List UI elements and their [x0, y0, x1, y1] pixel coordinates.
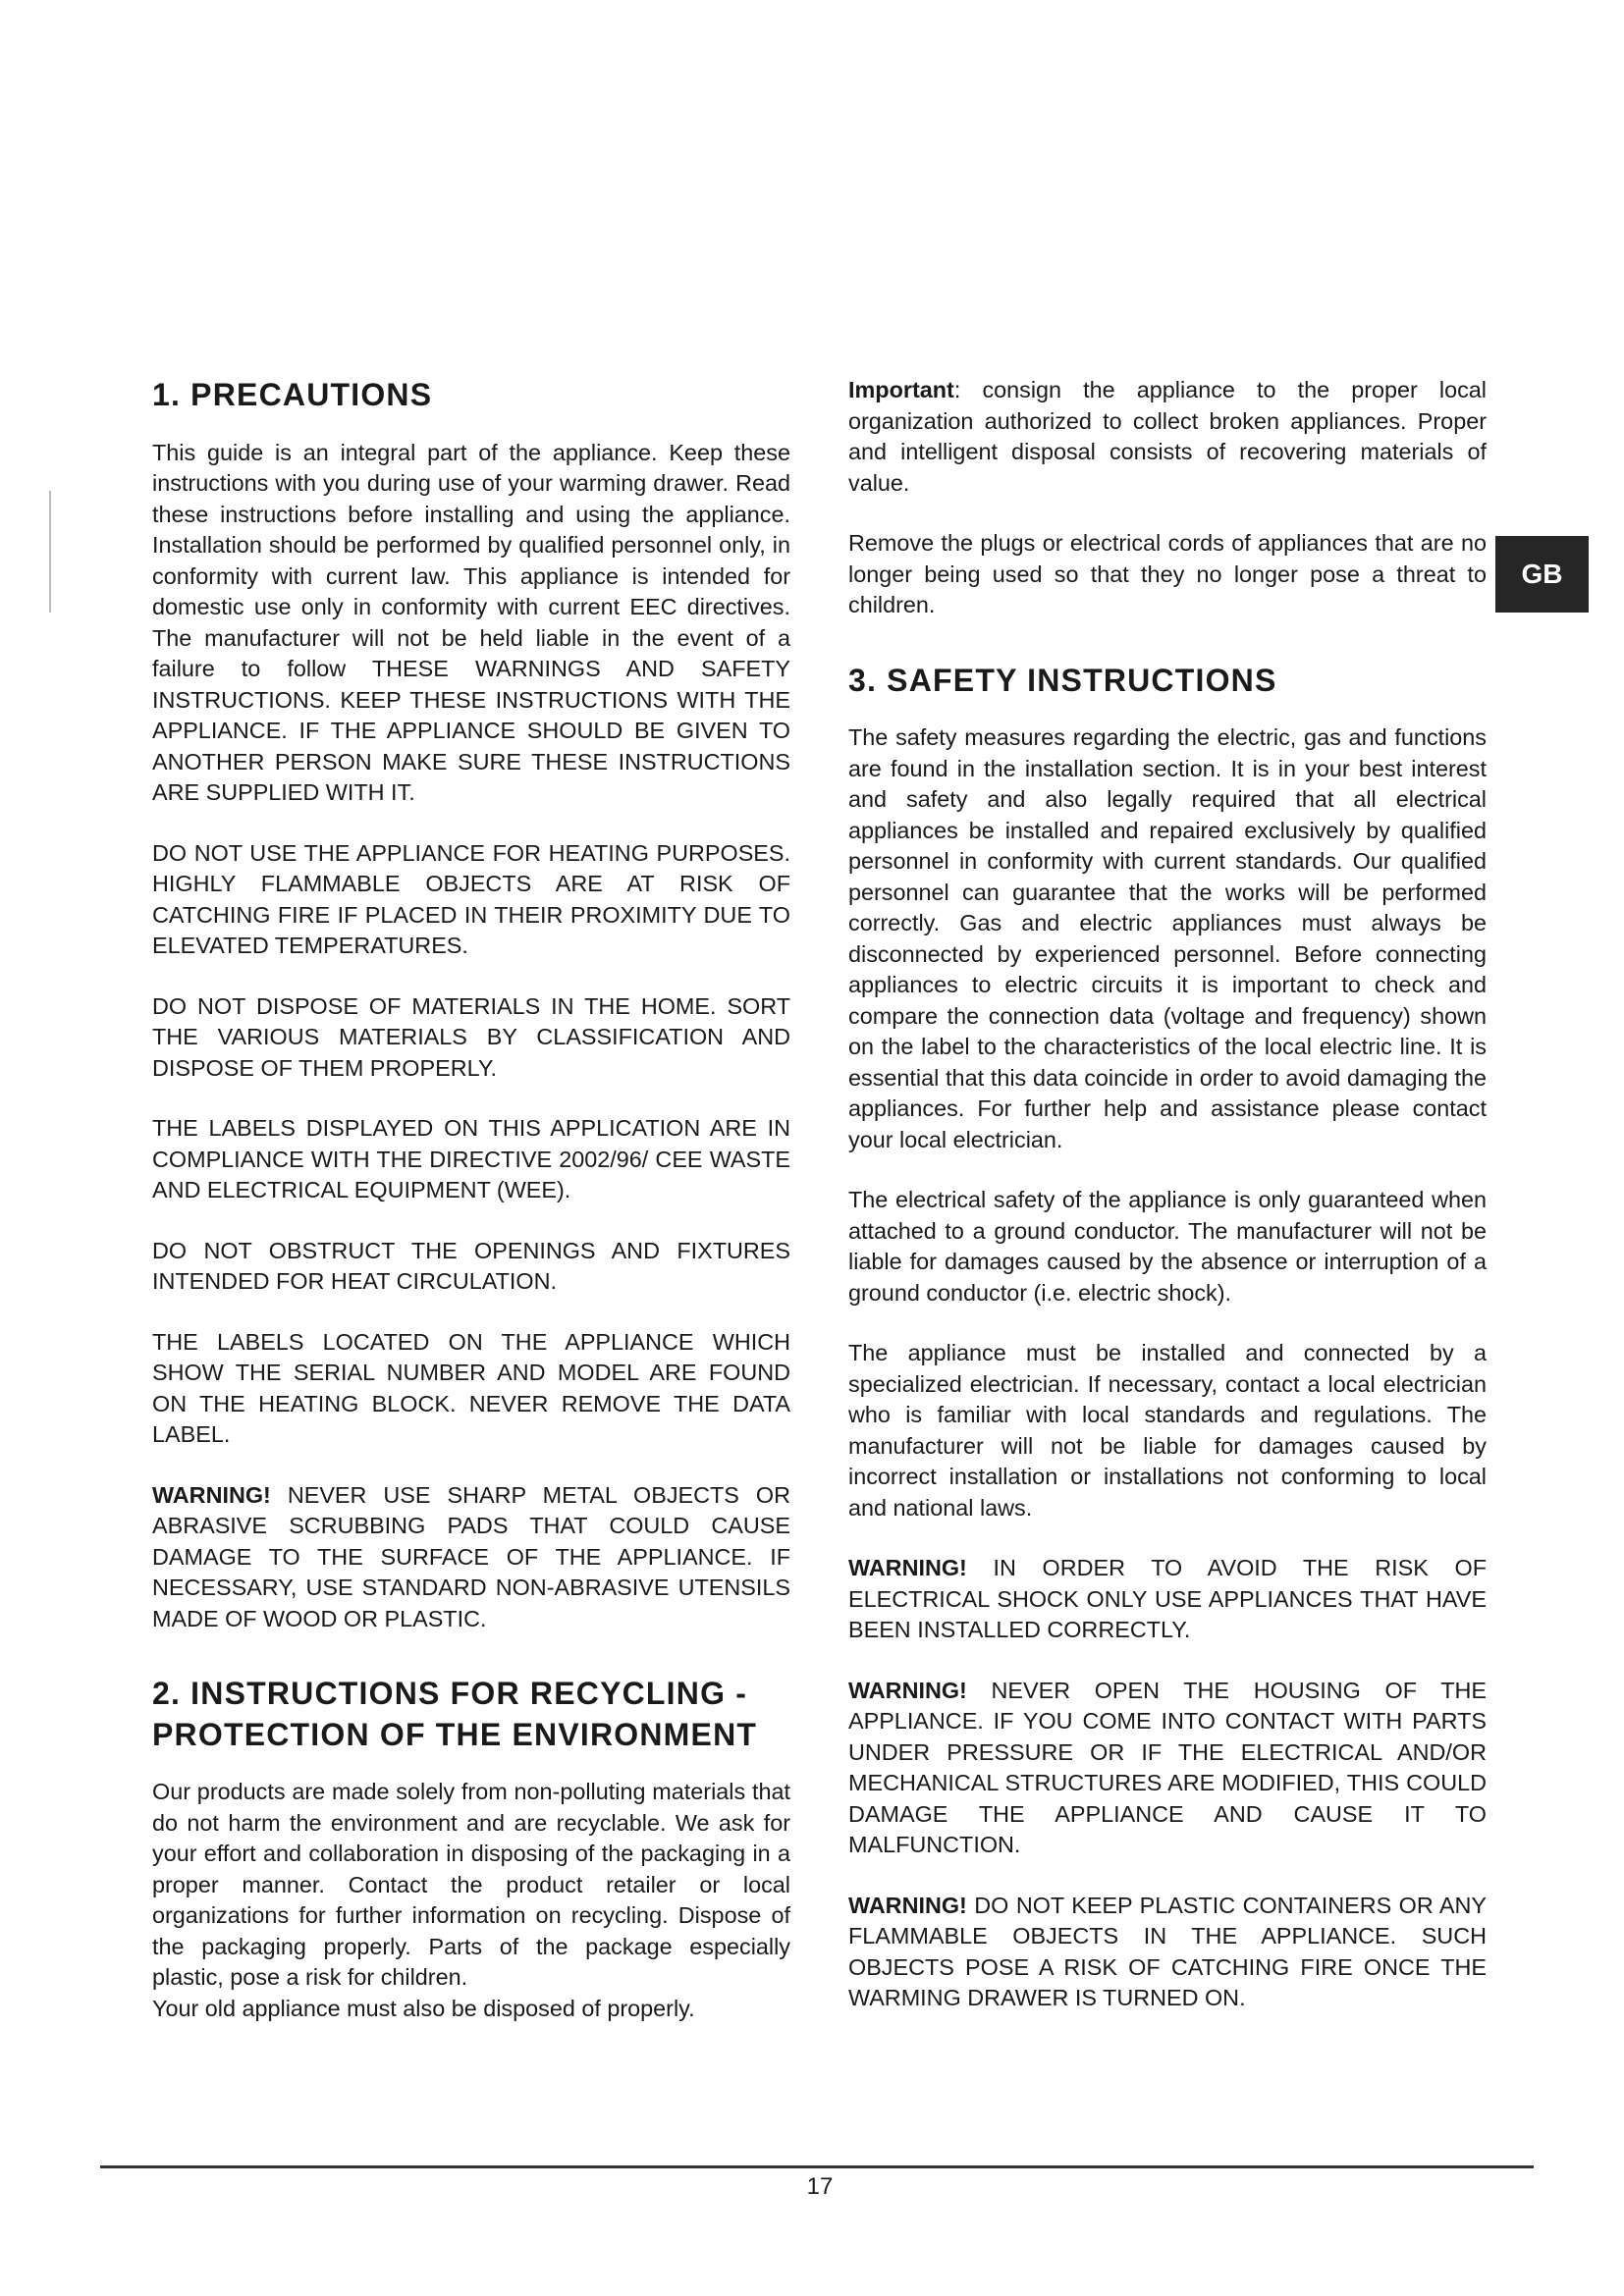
recycling-important: [848, 375, 1487, 499]
page-number: 17: [806, 2173, 834, 2200]
footer-rule: [100, 2165, 1534, 2168]
warning-text: NEVER USE SHARP METAL OBJECTS OR ABRASIVE SCRUBBING PADS THAT COULD CAUSE DAMAGE TO THE SURFACE OF THE APPLIANCE. IF NECESSARY, USE STANDARD NON-ABRASIVE UTENSILS MADE OF WOOD OR PLASTIC.: [152, 1481, 790, 1631]
left-column: [152, 375, 790, 2054]
important-label: Important: [848, 377, 954, 402]
safety-paragraph: The appliance must be installed and connected by a specialized electrician. If necessary, contact a local electrician who is familiar with local standards and regulations. The manufacturer will not be liable for damages caused by incorrect installation or installations not conforming to local and national laws.: [848, 1340, 1487, 1521]
warning-label: WARNING!: [848, 1555, 967, 1581]
margin-mark: [49, 491, 51, 613]
safety-paragraph: The safety measures regarding the electric, gas and functions are found in the installation section. It is in your best interest and safety and also legally required that all electrical appliances be installed and repaired exclusively by qualified personnel in conformity with current standards. Our qualified personnel can guarantee that the works will be performed correctly. Gas and electric appliances must always be disconnected by experienced personnel. Before connecting appliances to electric circuits it is important to check and compare the connection data (voltage and frequency) shown on the label to the characteristics of the local electric line. It is essential that this data coincide in order to avoid damaging the appliances. For further help and assistance please contact your local electrician.: [848, 724, 1487, 1152]
recycling-paragraph: Remove the plugs or electrical cords of appliances that are no longer being used so that they no longer pose a threat to children.: [848, 530, 1487, 617]
right-column: [848, 375, 1487, 2044]
recycling-paragraph: Our products are made solely from non-polluting materials that do not harm the environment and are recyclable. We ask for your effort and collaboration in disposing of the packaging in a proper manner. Contact the product retailer or local organizations for further information on recycling. Dispose of the packaging properly. Parts of the package especially plastic, pose a risk for children.: [152, 1779, 790, 1991]
warning-text: NEVER OPEN THE HOUSING OF THE APPLIANCE. IF YOU COME INTO CONTACT WITH PARTS UNDER PRESSURE OR IF THE ELECTRICAL AND/OR MECHANICAL STRUCTURES ARE MODIFIED, THIS COULD DAMAGE THE APPLIANCE AND CAUSE IT TO MALFUNCTION.: [848, 1677, 1487, 1858]
warning-label: WARNING!: [848, 1677, 967, 1703]
precautions-paragraph: THE LABELS LOCATED ON THE APPLIANCE WHICH SHOW THE SERIAL NUMBER AND MODEL ARE FOUND ON THE HEATING BLOCK. NEVER REMOVE THE DATA LABEL.: [152, 1328, 790, 1448]
safety-heading: 3. SAFETY INSTRUCTIONS: [848, 662, 1277, 698]
safety-warning: [848, 1891, 1487, 2014]
precautions-paragraph: DO NOT DISPOSE OF MATERIALS IN THE HOME. SORT THE VARIOUS MATERIALS BY CLASSIFICATION AND DISPOSE OF THEM PROPERLY.: [152, 992, 790, 1081]
recycling-paragraph: Your old appliance must also be disposed of properly.: [152, 1995, 695, 2021]
recycling-heading: 2. INSTRUCTIONS FOR RECYCLING - PROTECTION OF THE ENVIRONMENT: [152, 1676, 758, 1752]
safety-warning: [848, 1553, 1487, 1646]
safety-paragraph: The electrical safety of the appliance is only guaranteed when attached to a ground conductor. The manufacturer will not be liable for damages caused by the absence or interruption of a ground conductor (i.e. electric shock).: [848, 1187, 1487, 1306]
precautions-warning: [152, 1480, 790, 1635]
precautions-paragraph: This guide is an integral part of the appliance. Keep these instructions with you during use of your warming drawer. Read these instructions before installing and using the appliance. Installation should be performed by qualified personnel only, in conformity with current law. This appliance is intended for domestic use only in conformity with current EEC directives. The manufacturer will not be held liable in the event of a failure to follow THESE WARNINGS AND SAFETY INSTRUCTIONS. KEEP THESE INSTRUCTIONS WITH THE APPLIANCE. IF THE APPLIANCE SHOULD BE GIVEN TO ANOTHER PERSON MAKE SURE THESE INSTRUCTIONS ARE SUPPLIED WITH IT.: [152, 439, 790, 806]
warning-label: WARNING!: [848, 1892, 967, 1918]
safety-warning: [848, 1676, 1487, 1861]
precautions-heading: 1. PRECAUTIONS: [152, 377, 433, 412]
precautions-paragraph: DO NOT USE THE APPLIANCE FOR HEATING PURPOSES. HIGHLY FLAMMABLE OBJECTS ARE AT RISK OF CATCHING FIRE IF PLACED IN THEIR PROXIMITY DUE TO ELEVATED TEMPERATURES.: [152, 839, 790, 959]
warning-label: WARNING!: [152, 1481, 271, 1508]
warning-text: DO NOT KEEP PLASTIC CONTAINERS OR ANY FLAMMABLE OBJECTS IN THE APPLIANCE. SUCH OBJECTS POSE A RISK OF CATCHING FIRE ONCE THE WARMING DRAWER IS TURNED ON.: [848, 1892, 1487, 2011]
important-text: : consign the appliance to the proper local organization authorized to collect broken appliances. Proper and intelligent disposal consists of recovering materials of value.: [848, 377, 1487, 496]
warning-text: IN ORDER TO AVOID THE RISK OF ELECTRICAL SHOCK ONLY USE APPLIANCES THAT HAVE BEEN INSTALLED CORRECTLY.: [848, 1555, 1487, 1643]
precautions-paragraph: DO NOT OBSTRUCT THE OPENINGS AND FIXTURES INTENDED FOR HEAT CIRCULATION.: [152, 1237, 790, 1295]
precautions-paragraph: THE LABELS DISPLAYED ON THIS APPLICATION ARE IN COMPLIANCE WITH THE DIRECTIVE 2002/96/ CEE WASTE AND ELECTRICAL EQUIPMENT (WEE).: [152, 1115, 790, 1203]
language-tab: GB: [1495, 536, 1589, 613]
